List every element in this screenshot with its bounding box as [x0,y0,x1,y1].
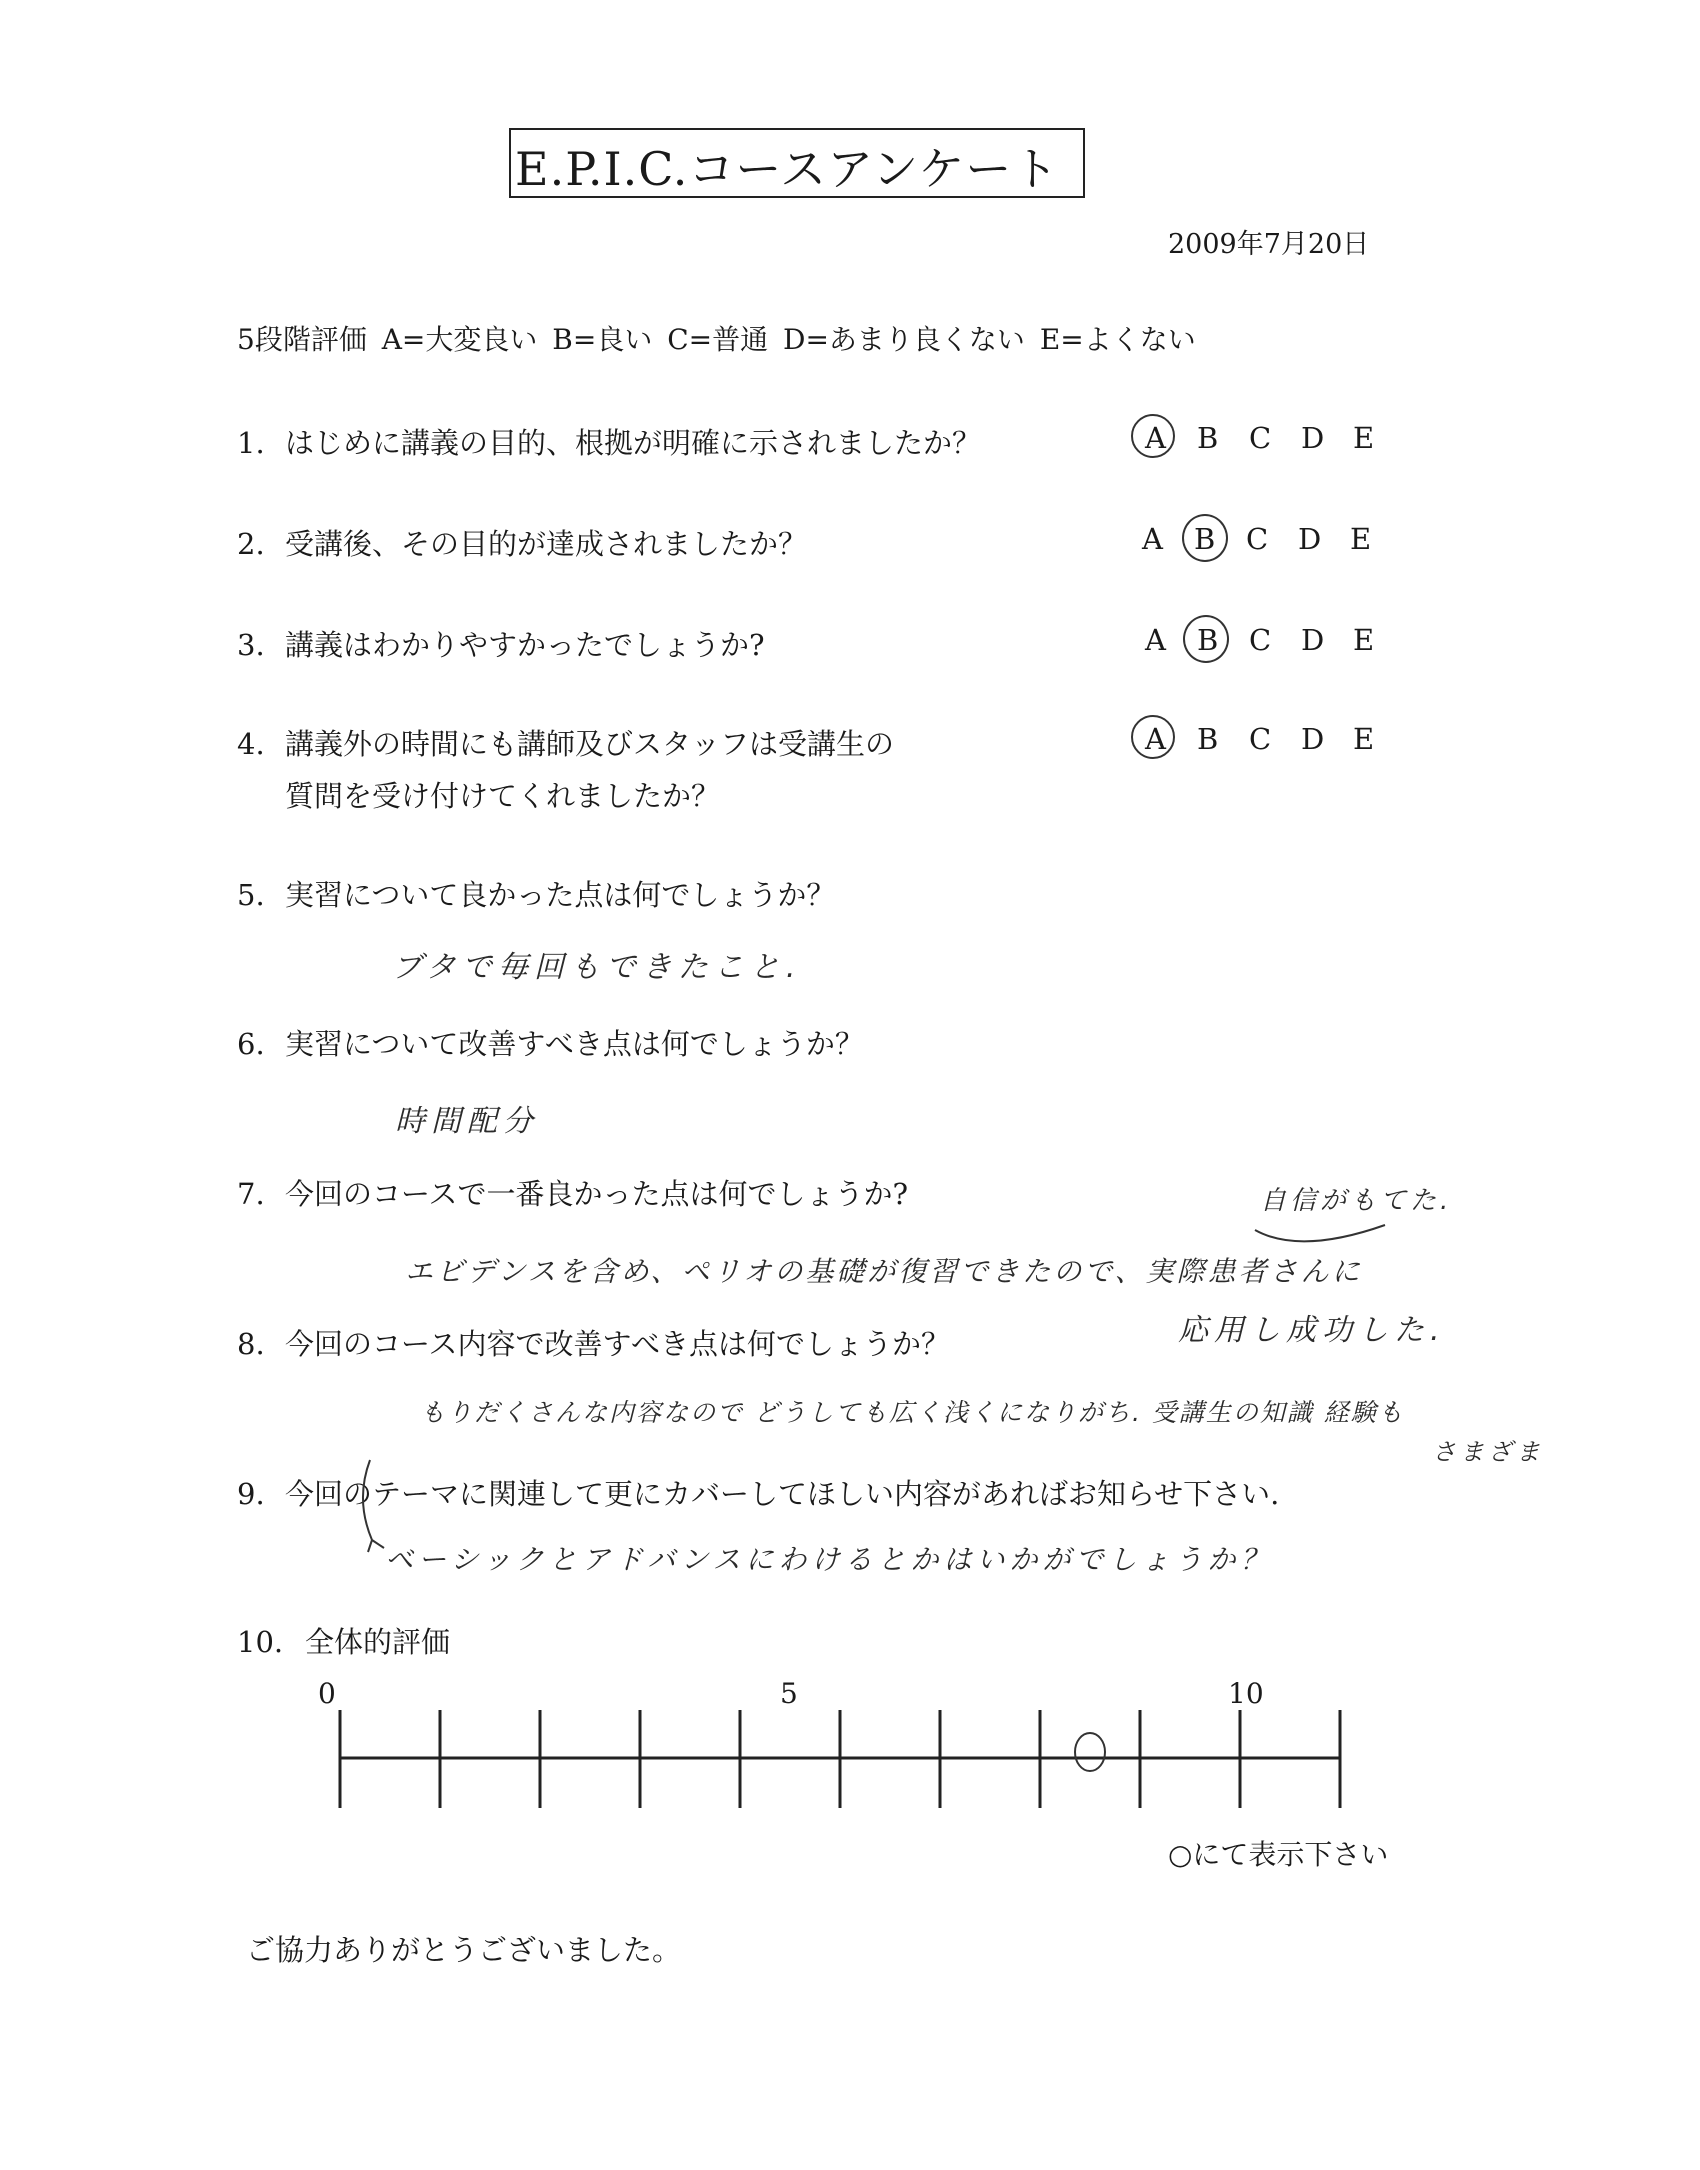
question-text: 講義外の時間にも講師及びスタッフは受講生の [285,727,895,761]
question-number: 10. [237,1625,284,1659]
question-text: 実習について改善すべき点は何でしょうか？ [285,1027,864,1061]
question-number: 4. [237,727,265,761]
option-a[interactable]: A [1145,722,1166,756]
rating-legend: 5段階評価 A=大変良い B=良い C=普通 D=あまり良くない E=よくない [237,323,1196,356]
answer-q6: 時間配分 [395,1104,539,1139]
question-text: 講義はわかりやすかったでしょうか? [285,628,765,662]
question-number: 3. [237,628,265,662]
question-number: 6. [237,1027,265,1061]
scale-label-0: 0 [318,1677,336,1710]
question-number: 8. [237,1327,265,1361]
question-text: はじめに講義の目的、根拠が明確に示されましたか？ [285,426,982,460]
option-a[interactable]: A [1145,623,1166,657]
answer-q7-insert: 自信がもてた. [1260,1186,1453,1216]
option-b[interactable]: B [1194,522,1216,556]
option-b[interactable]: B [1197,722,1219,756]
question-number: 9. [237,1477,265,1511]
option-c[interactable]: C [1246,522,1269,556]
answer-q9: ベーシックとアドバンスにわけるとかはいかがでしょうか？ [385,1543,1274,1576]
answer-q5: ブタで毎回もできたこと. [392,950,802,985]
question-text: 今回のコースで一番良かった点は何でしょうか? [285,1177,909,1211]
rating-scale[interactable] [340,1710,1340,1808]
answer-q8-line1: もりだくさんな内容なので どうしても広く浅くになりがち. 受講生の知識 経験も [420,1398,1405,1427]
scale-instruction: ○にて表示下さい [1168,1838,1389,1871]
page-title: E.P.I.C.コースアンケート [515,142,1060,196]
question-number: 7. [237,1177,265,1211]
question-text: 今回のコース内容で改善すべき点は何でしょうか？ [285,1327,950,1361]
option-d[interactable]: D [1298,522,1322,556]
option-b[interactable]: B [1197,623,1219,657]
question-number: 5. [237,878,265,912]
scale-label-5: 5 [780,1677,798,1710]
option-a[interactable]: A [1142,522,1163,556]
answer-q7-line1: エビデンスを含め、ペリオの基礎が復習できたので、実際患者さんに [405,1255,1363,1288]
option-c[interactable]: C [1249,623,1272,657]
answer-q7-line2: 応用し成功した. [1178,1313,1446,1348]
question-number: 1. [237,426,265,460]
option-e[interactable]: E [1353,722,1375,756]
option-a[interactable]: A [1145,421,1166,455]
question-text: 今回のテーマに関連して更にカバーしてほしい内容があればお知らせ下さい. [285,1477,1280,1511]
arrow-mark [363,1460,384,1552]
answer-q8-line2: さまざま [1432,1438,1544,1466]
option-d[interactable]: D [1301,623,1325,657]
option-d[interactable]: D [1301,421,1325,455]
option-e[interactable]: E [1350,522,1372,556]
option-c[interactable]: C [1249,421,1272,455]
question-number: 2. [237,527,265,561]
option-e[interactable]: E [1353,421,1375,455]
selected-rating-circle [1075,1733,1105,1771]
option-e[interactable]: E [1353,623,1375,657]
option-c[interactable]: C [1249,722,1272,756]
survey-date: 2009年7月20日 [1168,229,1370,260]
scale-label-10: 10 [1228,1677,1264,1710]
thanks-message: ご協力ありがとうございました。 [246,1933,682,1967]
question-text: 受講後、その目的が達成されましたか？ [285,527,808,561]
option-b[interactable]: B [1197,421,1219,455]
option-d[interactable]: D [1301,722,1325,756]
question-4-line2: 質問を受け付けてくれましたか？ [285,779,721,813]
question-text: 全体的評価 [305,1625,451,1659]
question-text: 実習について良かった点は何でしょうか？ [285,878,836,912]
insert-caret-mark [1255,1225,1385,1241]
